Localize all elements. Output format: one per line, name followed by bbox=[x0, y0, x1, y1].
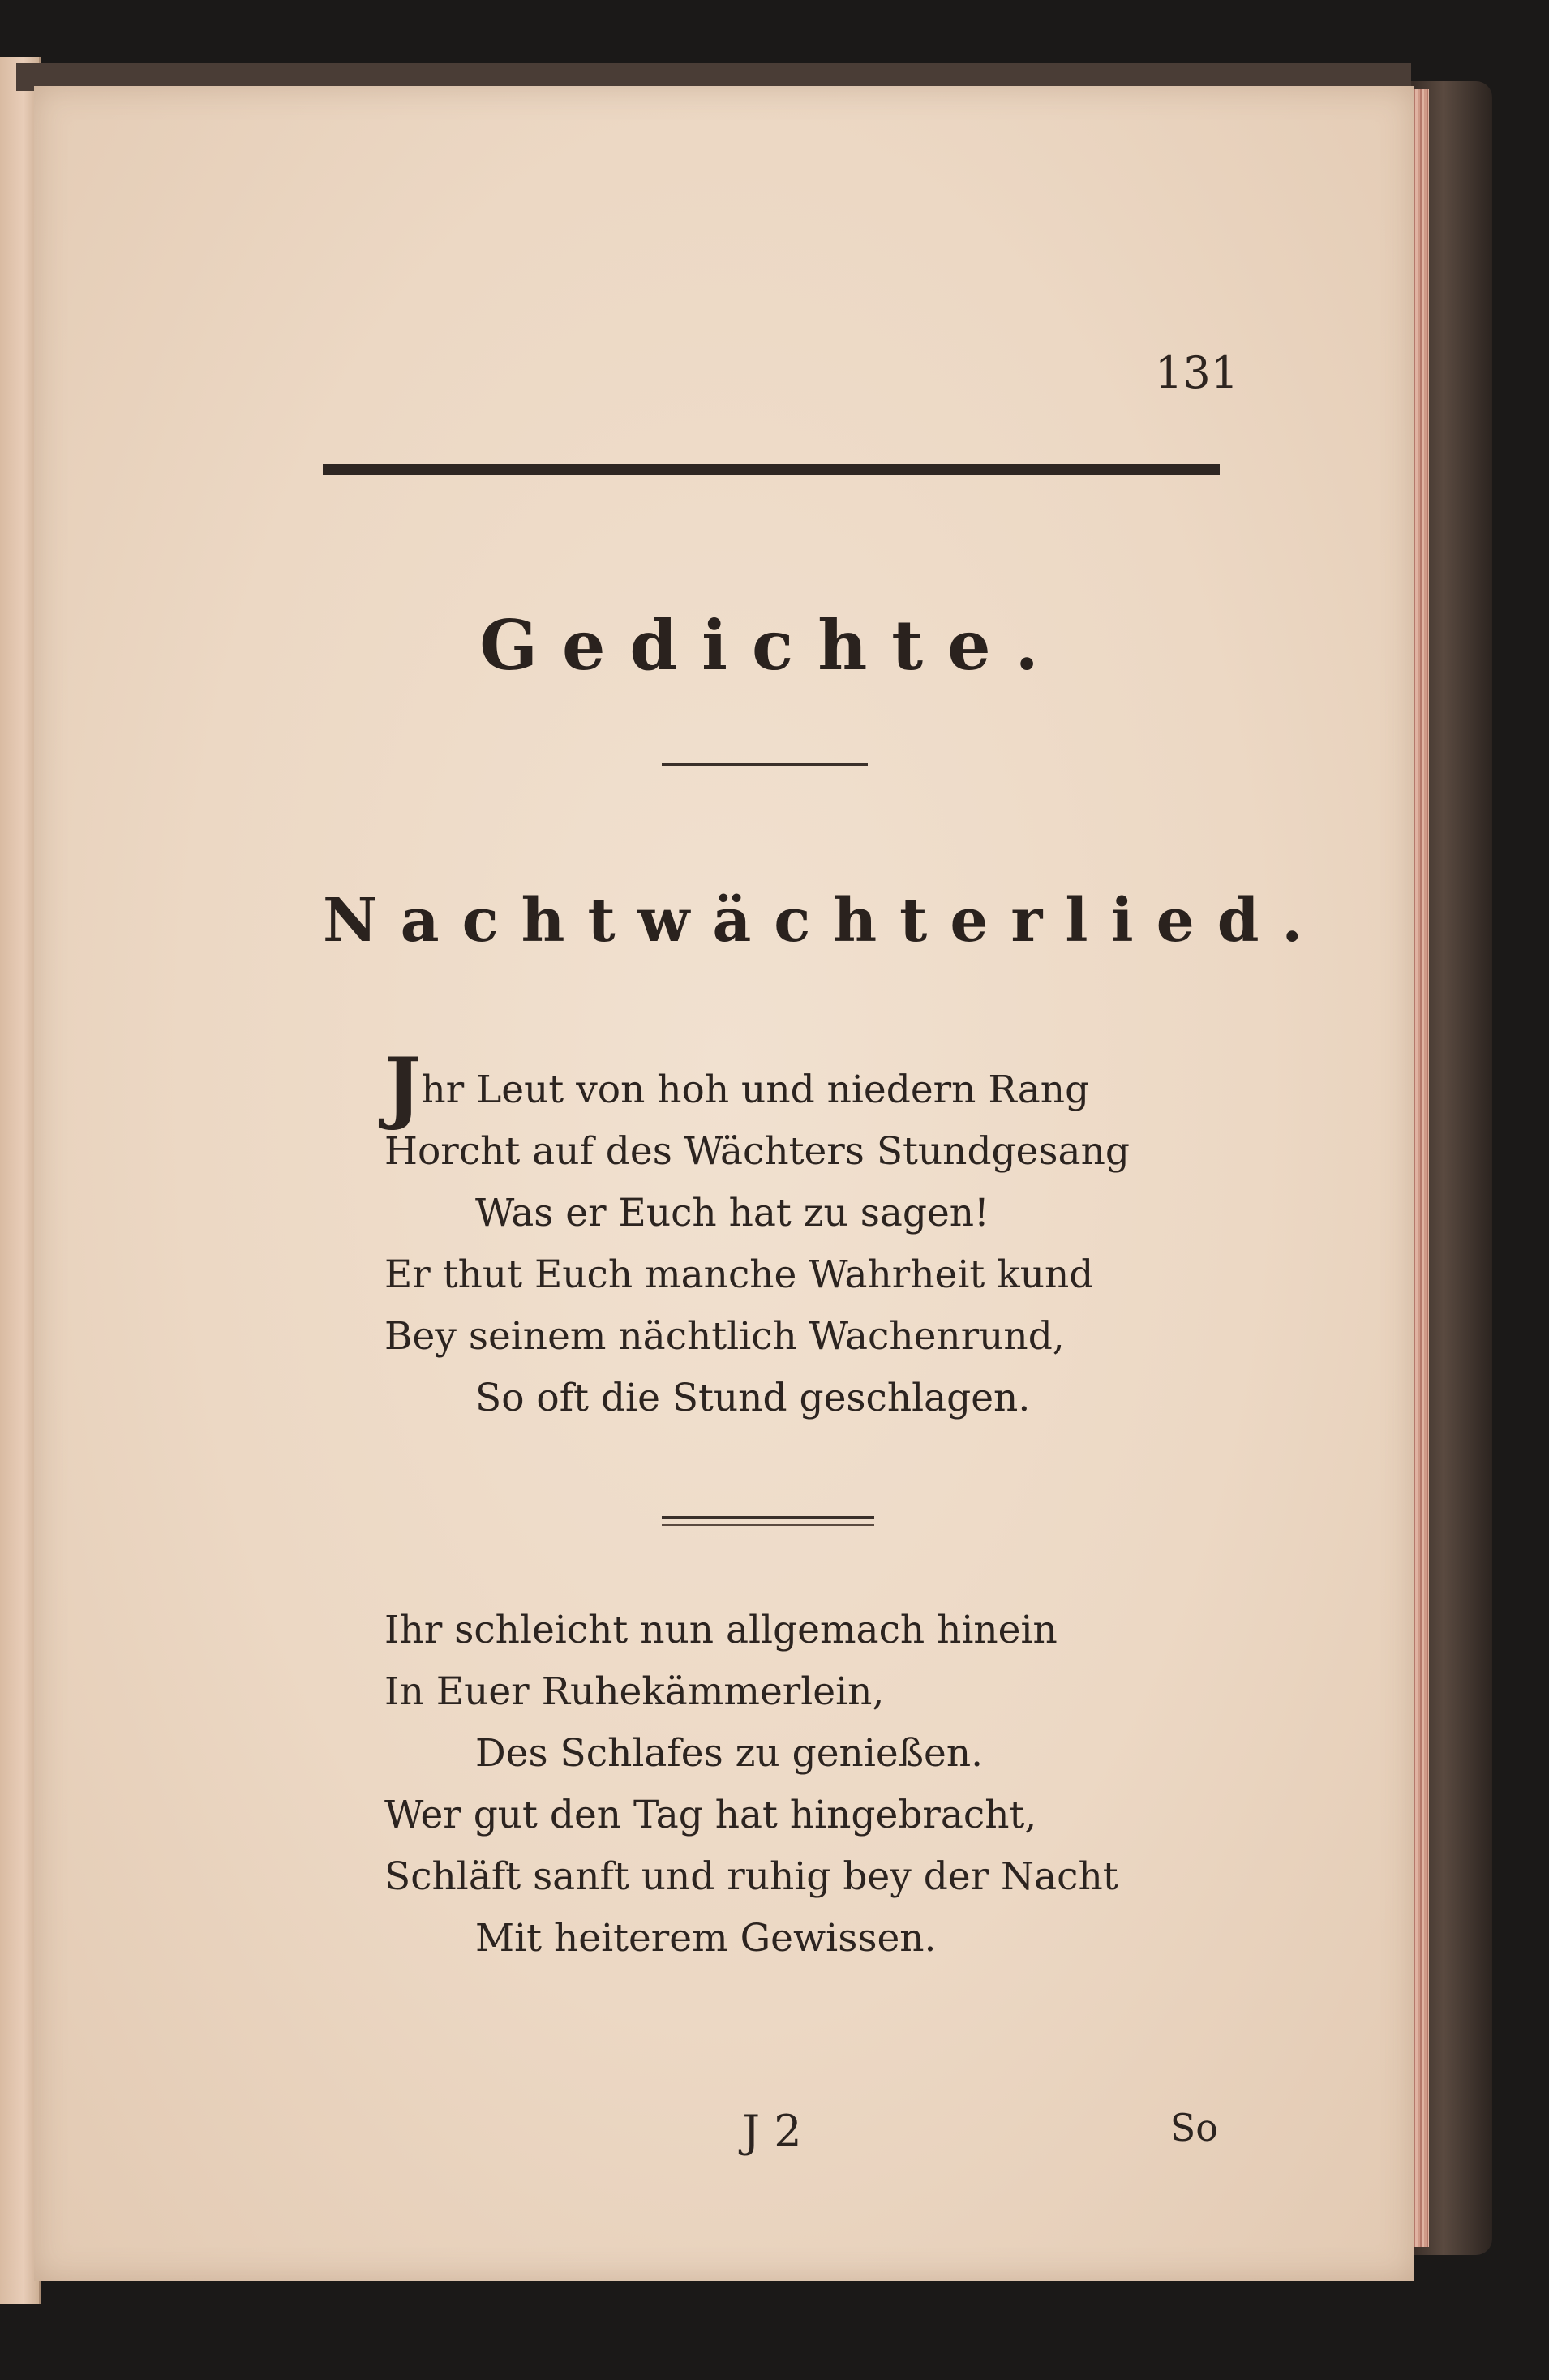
section-title-rule bbox=[662, 763, 868, 766]
signature-mark: J 2 bbox=[742, 2106, 802, 2157]
section-title: Gedichte. bbox=[479, 605, 1063, 685]
drop-capital: J bbox=[384, 1041, 422, 1132]
poem-line: Mit heiterem Gewissen. bbox=[475, 1916, 937, 1961]
poem-line: Wer gut den Tag hat hingebracht, bbox=[384, 1793, 1037, 1837]
poem-line: Ihr schleicht nun allgemach hinein bbox=[384, 1608, 1058, 1652]
header-rule bbox=[323, 464, 1220, 475]
poem-line: Jhr Leut von hoh und niedern Rang bbox=[384, 1041, 1090, 1132]
poem-line: Horcht auf des Wächters Stundgesang bbox=[384, 1129, 1130, 1174]
book-page bbox=[34, 86, 1414, 2281]
poem-line: So oft die Stund geschlagen. bbox=[475, 1376, 1031, 1420]
poem-line: Schläft sanft und ruhig bey der Nacht bbox=[384, 1854, 1118, 1899]
catchword: So bbox=[1169, 2106, 1218, 2150]
poem-line: Was er Euch hat zu sagen! bbox=[475, 1191, 989, 1235]
stanza-divider bbox=[662, 1516, 874, 1519]
stanza-2 bbox=[384, 1600, 1118, 1970]
poem-line: Er thut Euch manche Wahrheit kund bbox=[384, 1252, 1094, 1297]
poem-line: In Euer Ruhekämmerlein, bbox=[384, 1669, 885, 1714]
stanza-1 bbox=[384, 1041, 1130, 1429]
stanza-divider-inner bbox=[662, 1524, 874, 1526]
poem-title: Nachtwächterlied. bbox=[323, 886, 1326, 956]
page-number: 131 bbox=[1155, 347, 1239, 398]
poem-line: Bey seinem nächtlich Wachenrund, bbox=[384, 1314, 1065, 1359]
poem-line: Des Schlafes zu genießen. bbox=[475, 1731, 984, 1776]
